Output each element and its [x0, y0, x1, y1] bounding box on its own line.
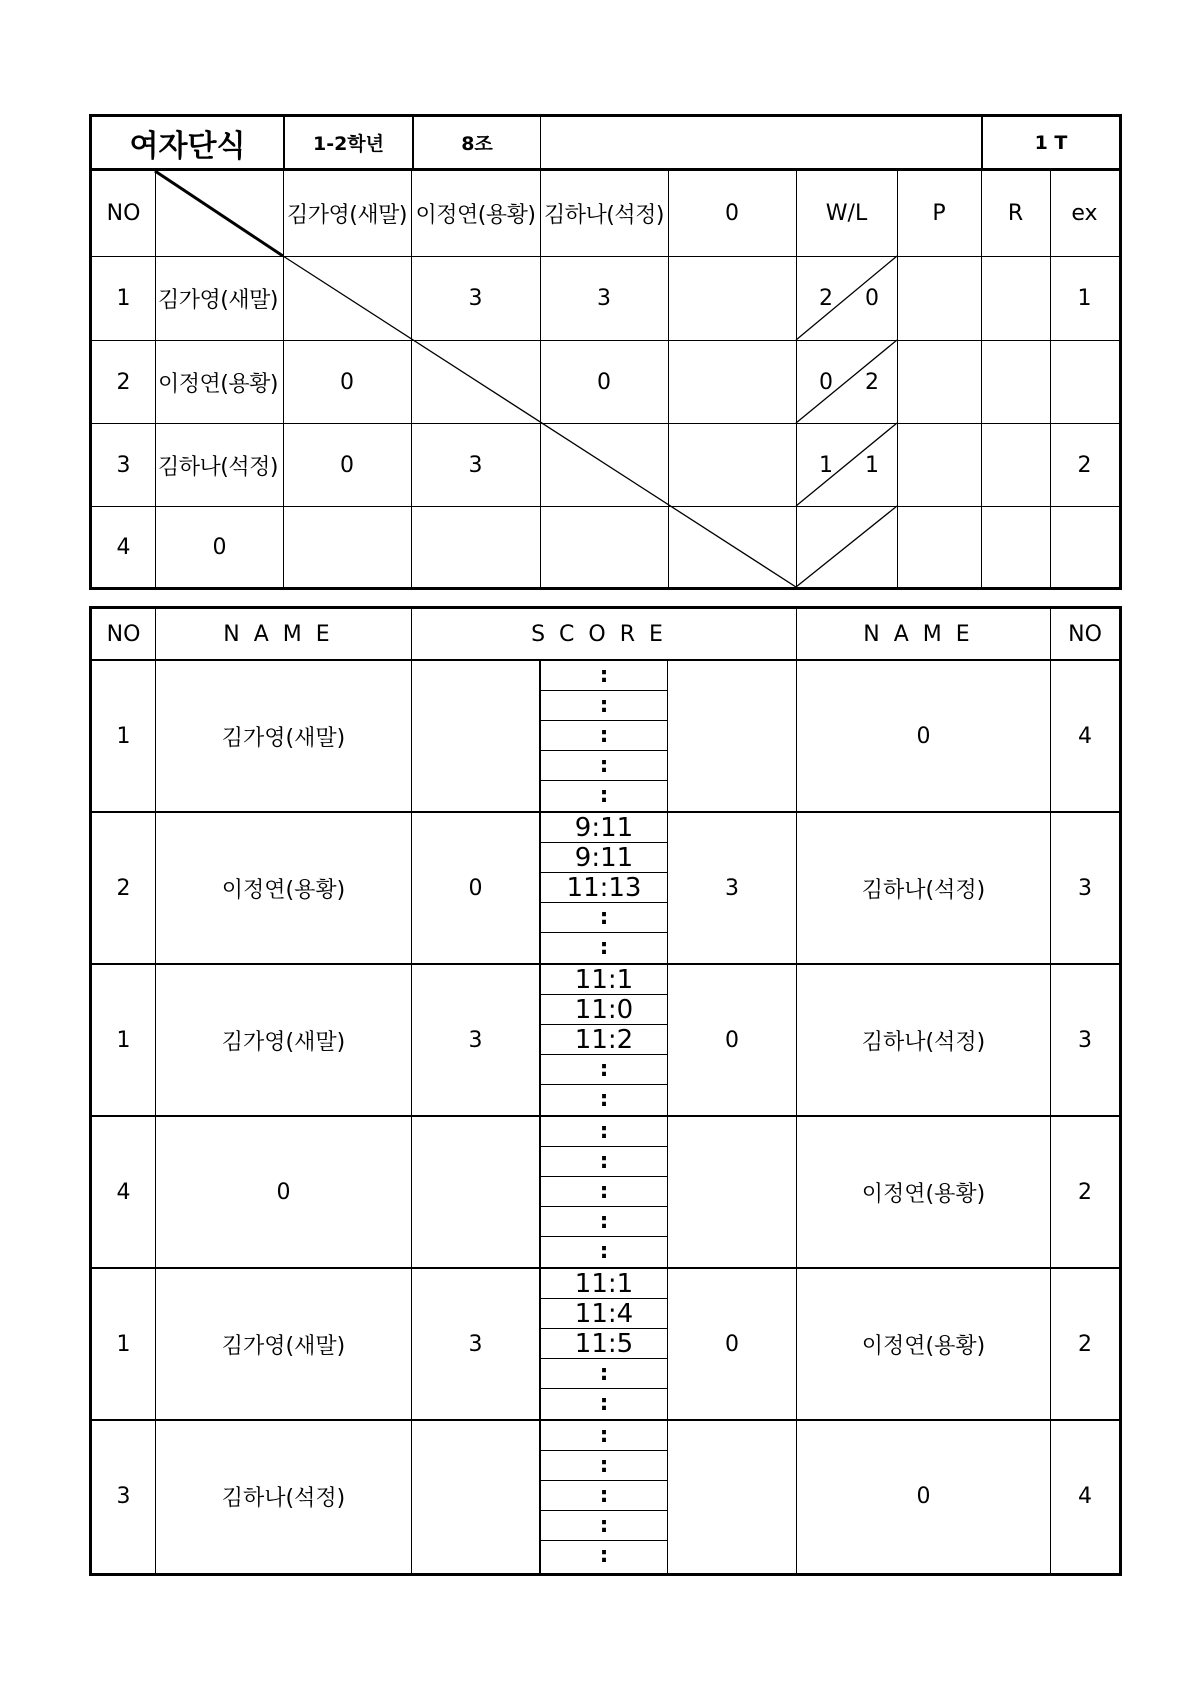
rank [981, 507, 1050, 587]
game-score: : [599, 1482, 609, 1508]
score-cell [668, 257, 796, 340]
wins: 0 [819, 369, 833, 395]
score-cell: 0 [597, 369, 611, 395]
match-list [89, 606, 1122, 1576]
score-cell [668, 341, 796, 423]
match-player2-name: 0 [916, 723, 931, 749]
game-score: : [599, 1238, 609, 1264]
game-score: : [599, 722, 609, 748]
match-player2-no: 2 [1078, 1179, 1092, 1205]
group-label: 8조 [461, 133, 493, 155]
row-no: 2 [116, 369, 131, 395]
score-cell [411, 507, 540, 587]
match-player2-sets: 3 [725, 875, 739, 901]
match-player2-name: 이정연(용황) [861, 1181, 986, 1207]
match-player1-sets: 0 [468, 875, 483, 901]
row-player-name: 김하나(석정) [158, 454, 278, 480]
wins: 2 [819, 286, 833, 311]
player-header: 김가영(새말) [287, 203, 407, 228]
match-player2-name: 0 [916, 1483, 931, 1509]
match-player2-no: 2 [1078, 1331, 1092, 1357]
table-label: 1 T [1034, 131, 1068, 154]
player-header: 김하나(석정) [544, 203, 664, 228]
ex-header: ex [1071, 201, 1098, 226]
match-player1-name: 김가영(새말) [221, 1029, 346, 1055]
game-score: : [599, 904, 609, 930]
game-score: 9:11 [574, 812, 634, 843]
no-header-left: NO [106, 621, 141, 647]
game-score: : [599, 1512, 609, 1538]
score-cell [283, 257, 411, 340]
no-header-right: NO [1068, 621, 1102, 647]
match-player1-name: 김하나(석정) [221, 1485, 346, 1511]
ex-value: 1 [1077, 286, 1092, 311]
match-player1-no: 4 [116, 1179, 131, 1205]
match-player2-sets: 0 [725, 1027, 739, 1053]
row-player-name: 0 [212, 534, 227, 560]
game-score: : [599, 1178, 609, 1204]
match-player2-no: 3 [1078, 1027, 1092, 1053]
match-player2-name: 김하나(석정) [861, 877, 986, 903]
name-header-right: NAME [863, 621, 984, 647]
match-player2-sets [668, 661, 796, 811]
score-cell [540, 424, 668, 506]
game-score: : [599, 692, 609, 718]
points [897, 507, 981, 587]
match-player2-no: 4 [1078, 1483, 1092, 1509]
game-score: 11:2 [574, 1024, 634, 1055]
losses: 2 [865, 369, 879, 395]
score-cell: 3 [597, 286, 611, 311]
match-player1-no: 1 [116, 723, 131, 749]
game-score: : [599, 1542, 609, 1568]
match-player1-name: 김가영(새말) [221, 725, 346, 751]
p-header: P [932, 201, 946, 226]
match-player2-sets [668, 1117, 796, 1267]
row-no: 3 [116, 452, 131, 478]
match-player1-name: 김가영(새말) [221, 1333, 346, 1359]
row-player-name: 이정연(용황) [158, 371, 278, 397]
game-score: : [599, 1118, 609, 1144]
match-player1-sets: 3 [468, 1331, 483, 1357]
losses [860, 507, 884, 587]
match-player1-sets [412, 1421, 539, 1571]
wins: 1 [819, 452, 833, 478]
match-player1-no: 1 [116, 1027, 131, 1053]
rank [981, 424, 1050, 506]
row-no: 4 [116, 534, 131, 560]
round-robin-grid [89, 114, 1122, 590]
score-cell: 3 [468, 452, 483, 478]
event-title: 여자단식 [129, 128, 246, 164]
game-score: 11:4 [574, 1298, 634, 1329]
score-cell: 0 [340, 452, 354, 478]
match-player1-no: 3 [116, 1483, 131, 1509]
losses: 0 [865, 286, 879, 311]
player-header: 0 [725, 201, 739, 226]
score-cell [411, 341, 540, 423]
game-score: : [599, 662, 609, 688]
match-player1-sets: 3 [468, 1027, 483, 1053]
match-player1-sets [412, 1117, 539, 1267]
points [897, 341, 981, 423]
ex-value: 2 [1077, 452, 1092, 478]
score-cell [283, 507, 411, 587]
wl-header: W/L [825, 201, 868, 226]
match-player1-no: 2 [116, 875, 131, 901]
score-cell [668, 424, 796, 506]
ex-value [1050, 341, 1119, 423]
game-score: : [599, 1422, 609, 1448]
match-player2-no: 3 [1078, 875, 1092, 901]
game-score: : [599, 1208, 609, 1234]
game-score: 11:1 [574, 964, 634, 995]
game-score: : [599, 1148, 609, 1174]
match-player2-no: 4 [1078, 723, 1092, 749]
match-player2-sets: 0 [725, 1331, 739, 1357]
rank [981, 341, 1050, 423]
score-cell [668, 507, 796, 587]
points [897, 424, 981, 506]
row-player-name: 김가영(새말) [158, 288, 278, 313]
game-score: 11:0 [574, 994, 634, 1025]
match-player2-name: 이정연(용황) [861, 1333, 986, 1359]
game-score: : [599, 1390, 609, 1416]
game-score: 9:11 [574, 842, 634, 873]
points [897, 257, 981, 340]
game-score: : [599, 1086, 609, 1112]
game-score: : [599, 752, 609, 778]
match-player1-sets [412, 661, 539, 811]
name-header-left: NAME [223, 621, 344, 647]
game-score: 11:1 [574, 1268, 634, 1299]
rank [981, 257, 1050, 340]
game-score: 11:5 [574, 1328, 634, 1359]
match-player1-name: 이정연(용황) [221, 877, 346, 903]
blank-field [541, 117, 981, 168]
game-score: 11:13 [566, 872, 642, 903]
wins [814, 507, 838, 587]
row-no: 1 [116, 286, 131, 311]
game-score: : [599, 1056, 609, 1082]
match-player1-name: 0 [276, 1179, 291, 1205]
score-cell [540, 507, 668, 587]
score-cell: 0 [340, 369, 354, 395]
ex-value [1050, 507, 1119, 587]
grade-label: 1-2학년 [312, 133, 385, 155]
losses: 1 [865, 452, 879, 478]
game-score: : [599, 1360, 609, 1386]
match-player1-no: 1 [116, 1331, 131, 1357]
game-score: : [599, 782, 609, 808]
match-player2-sets [668, 1421, 796, 1571]
game-score: : [599, 1452, 609, 1478]
score-cell: 3 [468, 286, 483, 311]
score-header: SCORE [531, 621, 677, 647]
player-header: 이정연(용황) [415, 203, 536, 228]
r-header: R [1007, 201, 1024, 226]
game-score: : [599, 934, 609, 960]
no-header: NO [106, 201, 141, 226]
match-player2-name: 김하나(석정) [861, 1029, 986, 1055]
